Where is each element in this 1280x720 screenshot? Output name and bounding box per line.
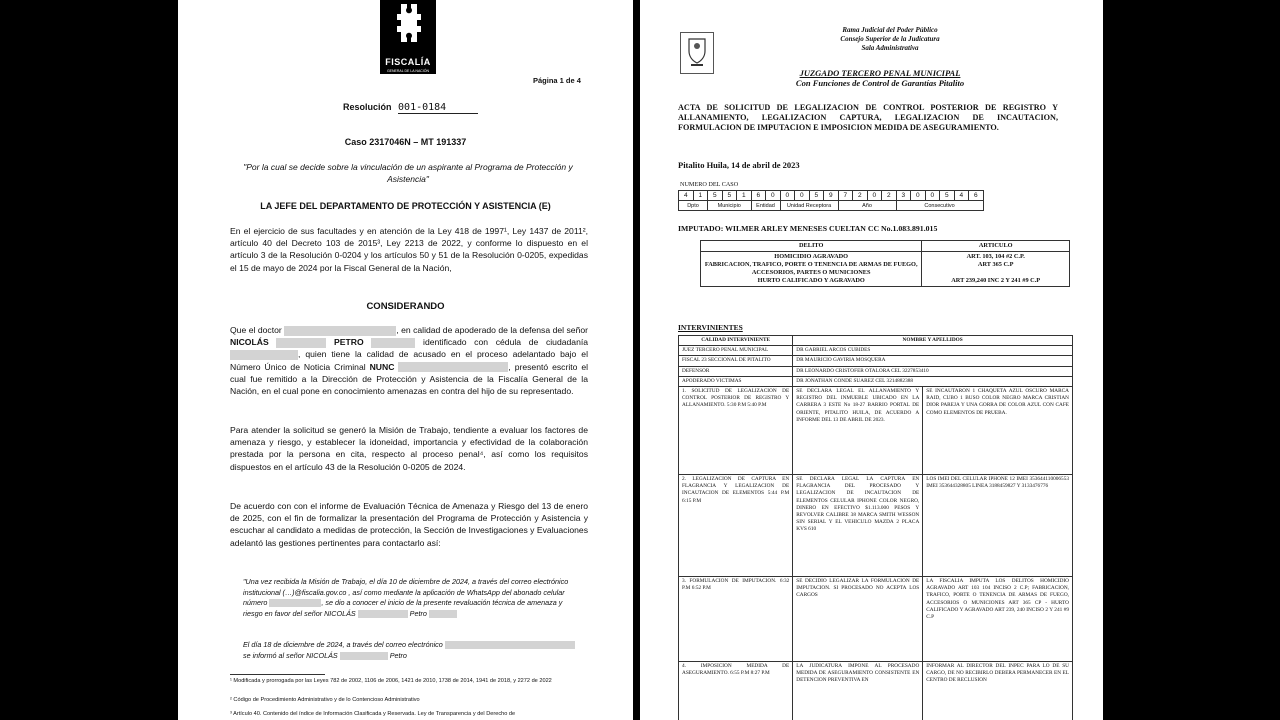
resolution-purpose: "Por la cual se decide sobre la vinculación de un aspirante al Programa de Protección y Asistencia" (243, 162, 573, 184)
interviniente-role: DEFENSOR (679, 366, 793, 376)
court-title (700, 68, 1060, 88)
fiscalia-logo (380, 0, 436, 74)
quote1-text-b: , se dio a conocer el inicio de la presente revaluación técnica de amenaza y riesgo en favor del señor NICOLÁS (243, 598, 563, 618)
interviniente-name: DR GABRIEL ARCOS CUBIDES (793, 346, 1073, 356)
actuacion-decision: SE DECLARA LEGAL LA CAPTURA EN FLAGRANCIA DEL PROCESADO Y LEGALIZACION DE INCAUTACION DE ELEMENTOS CELULAR IPHONE COLOR NEGRO, DINERO EN EFECTIVO $1.113.000 PESOS Y REVOLVER CALIBRE 38 MARCA SMITH WESSON SIN SERIAL Y EL VEHICULO MAZDA 2 PLACA KVS 610 (793, 475, 923, 577)
table-row (679, 475, 1073, 577)
paragraph-request (230, 324, 588, 397)
quote-contact-1 (243, 577, 578, 619)
p1-text-e: , presentó escrito el cual fue remitido a la Dirección de Protección y Asistencia de la Fiscalía General de la Nación, en el cual pone en conocimiento amenazas en contra del hijo de su representado. (230, 361, 589, 397)
interviniente-name: DR MAURICIO GAVIRIA MOSQUERA (793, 356, 1073, 366)
actuacion-decision: SE DECIDIO LEGALIZAR LA FORMULACION DE IMPUTACION. SI PROCESADO NO ACEPTA LOS CARGOS (793, 577, 923, 662)
redaction (445, 641, 575, 649)
delito-item: HOMICIDIO AGRAVADO (774, 253, 849, 260)
court-name: JUZGADO TERCERO PENAL MUNICIPAL (799, 68, 961, 78)
p1-nunc: NUNC (369, 361, 395, 372)
redaction (429, 610, 457, 618)
case-digit: 0 (780, 191, 795, 201)
actuacion-notes: SE INCAUTARON 1 CHAQUETA AZUL OSCURO MARCA RAID, CUBO 1 BUSO COLOR NEGRO MARCA CRISTIAN DIOR PAREJA Y UNA GORRA DE COLOR AZUL CON CAFE COMO ELEMENTOS DE PRUEBA. (923, 387, 1073, 475)
intro-paragraph: En el ejercicio de sus facultades y en atención de la Ley 418 de 1997¹, Ley 1437 de 2011², artículo 40 del Decreto 103 de 2015³, Ley 2213 de 2022, y conforme lo dispuesto en el artículo 3 de la Resolución 0-0204 y los artículos 50 y 51 de la Resolución 0-0205, expedidas el 15 de mayo de 2024 por la Fiscal General de la Nación, (230, 226, 588, 273)
case-digit: 0 (925, 191, 940, 201)
actuacion-step: 3. FORMULACION DE IMPUTACION. 6:32 P.M 6:52 P.M (679, 577, 793, 662)
redaction (269, 599, 321, 607)
case-digit: 6 (751, 191, 766, 201)
case-digit: 5 (722, 191, 737, 201)
case-digit: 5 (940, 191, 955, 201)
footnote-3: ³ Artículo 40. Contenido del índice de Información Clasificada y Reservada. Ley de Transparencia y del Derecho de (230, 711, 516, 717)
considerando-heading: CONSIDERANDO (366, 301, 445, 312)
intervinientes-title: INTERVINIENTES (678, 323, 743, 332)
case-part: Unidad Receptora (780, 201, 838, 211)
logo-subtext: GENERAL DE LA NACIÓN (386, 69, 430, 73)
table-row (679, 662, 1073, 720)
court-subtitle: Con Funciones de Control de Garantías Pitalito (795, 78, 965, 88)
actuacion-decision: LA JUDICATURA IMPONE AL PROCESADO MEDIDA DE ASEGURAMIENTO CONSISTENTE EN DETENCION PREVENTIVA EN (793, 662, 923, 720)
footnote-1: ¹ Modificada y prorrogada por las Leyes 782 de 2002, 1106 de 2006, 1421 de 2010, 1738 de 2014, 1941 de 2018, y 2272 de 2022 (230, 678, 552, 684)
quote2-text-a: El día 18 de diciembre de 2024, a través del correo electrónico (243, 640, 443, 649)
actuacion-notes: LOS IMEI DEL CELULAR IPHONE 12 IMEI 353644110006553 IMEI 353644328805 LINEA 3188459827 Y 3133476776 (923, 475, 1073, 577)
redaction (398, 362, 508, 372)
redaction (230, 350, 298, 360)
case-digit: 3 (896, 191, 911, 201)
resolution-label: Resolución (343, 102, 392, 112)
table-row (679, 577, 1073, 662)
header-line: Rama Judicial del Poder Público (842, 26, 938, 34)
p1-text-d: , quien tiene la calidad de acusado en el proceso adelantado bajo el Número Único de Noticia Criminal (230, 349, 588, 372)
delito-header: DELITO (701, 241, 922, 252)
case-digit: 4 (679, 191, 694, 201)
interviniente-name: DR JONATHAN CONDE SUAREZ CEL 3214882388 (793, 376, 1073, 386)
case-digit: 4 (954, 191, 969, 201)
delito-item: HURTO CALIFICADO Y AGRAVADO (757, 277, 865, 284)
quote2-text-c: Petro (389, 650, 407, 660)
actuacion-step: 4. IMPOSICION MEDIDA DE ASEGURAMIENTO. 6:55 P.M 8:27 P.M (679, 662, 793, 720)
paragraph-evaluation: De acuerdo con con el informe de Evaluación Técnica de Amenaza y Riesgo del 13 de enero de 2025, con el fin de formalizar la presentación del Programa de Protección y Asistencia y escuchar al candidato a medidas de protección, la Sección de Investigaciones y Evaluaciones adelantó las gestiones pertinentes para contactarlo así: (230, 501, 588, 548)
delito-list (701, 252, 922, 287)
delito-item: FABRICACION, TRAFICO, PORTE O TENENCIA DE ARMAS DE FUEGO, ACCESORIOS, PARTES O MUNICIONES (704, 261, 918, 276)
case-parts-row (679, 201, 984, 211)
interviniente-role: APODERADO VICTIMAS (679, 376, 793, 386)
p1-name-first: NICOLÁS (230, 337, 269, 348)
quote2-text-b: se informó al señor NICOLÁS (243, 650, 338, 660)
interviniente-name: DR LEONARDO CRISTOFER OTALORA CEL 3227853410 (793, 366, 1073, 376)
header-line: Sala Administrativa (861, 44, 919, 52)
paragraph-mission: Para atender la solicitud se generó la Misión de Trabajo, tendiente a evaluar los factores de amenaza y riesgo, y establecer la idoneidad, importancia y efectividad de la colaboración prestada por la persona en cita, respecto al proceso penal⁴, así como los requisitos dispuestos en el artículo 43 de la Resolución 0-0205 de 2024. (230, 425, 588, 472)
redaction (358, 610, 408, 618)
acta-date: Pitalito Huila, 14 de abril de 2023 (678, 160, 800, 170)
case-part: Municipio (708, 201, 752, 211)
judiciary-header (790, 26, 990, 53)
intervinientes-table (678, 335, 1073, 720)
actuacion-notes: INFORMAR AL DIRECTOR DEL INPEC PARA LO DE SU CARGO, DE NO RECIBIRLO DEBERA PERMANECER EN EL CENTRO DE RECLUSION (923, 662, 1073, 720)
articulo-item: ART. 103, 104 #2 C.P. (966, 253, 1025, 260)
articulo-header: ARTICULO (922, 241, 1070, 252)
articulo-item: ART 365 C.P (977, 261, 1014, 268)
articulo-item: ART 239,240 INC 2 Y 241 #9 C.P (951, 277, 1041, 284)
calidad-header: CALIDAD INTERVINIENTE (679, 336, 793, 346)
case-digit: 1 (693, 191, 708, 201)
logo-text: FISCALÍA (385, 57, 431, 67)
case-digit: 2 (882, 191, 897, 201)
redaction (340, 652, 388, 660)
case-digits-row (679, 191, 984, 201)
redaction (284, 326, 396, 336)
case-digit: 0 (867, 191, 882, 201)
coat-of-arms-icon (685, 35, 709, 69)
fiscalia-resolution-page (178, 0, 633, 720)
quote-contact-2 (243, 640, 578, 661)
resolution-line (343, 102, 478, 114)
case-part: Año (838, 201, 896, 211)
puzzle-piece-icon (393, 2, 423, 44)
case-part: Entidad (751, 201, 780, 211)
case-digit: 0 (766, 191, 781, 201)
footnote-divider (230, 674, 325, 675)
table-row (679, 376, 1073, 386)
page-counter: Página 1 de 4 (533, 76, 581, 85)
nombre-header: NOMBRE Y APELLIDOS (793, 336, 1073, 346)
redaction (276, 338, 326, 348)
footnote-2: ² Código de Procedimiento Administrativo y de lo Contencioso Administrativo (230, 697, 420, 703)
issuer-heading: LA JEFE DEL DEPARTAMENTO DE PROTECCIÓN Y ASISTENCIA (E) (260, 201, 551, 211)
case-digit: 5 (708, 191, 723, 201)
case-digit: 2 (853, 191, 868, 201)
resolution-number: 001-0184 (398, 102, 478, 114)
table-row (679, 387, 1073, 475)
interviniente-role: FISCAL 23 SECCIONAL DE PITALITO (679, 356, 793, 366)
case-number-table (678, 190, 984, 211)
quote1-text-a: "Una vez recibida la Misión de Trabajo, el día 10 de diciembre de 2024, a través del correo electrónico institucional (…)@fiscalia.gov.co , así como mediante la aplicación de WhatsApp del abonado celular número (243, 577, 569, 607)
case-digit: 9 (824, 191, 839, 201)
header-line: Consejo Superior de la Judicatura (840, 35, 940, 43)
case-digit: 0 (911, 191, 926, 201)
actuacion-step: 2. LEGALIZACION DE CAPTURA EN FLAGRANCIA Y LEGALIZACION DE INCAUTACION DE ELEMENTOS 5:44 P.M 6:15 P.M (679, 475, 793, 577)
case-digit: 5 (809, 191, 824, 201)
table-row (679, 346, 1073, 356)
quote1-text-c: Petro (409, 608, 427, 618)
articulo-list (922, 252, 1070, 287)
case-digit: 7 (838, 191, 853, 201)
table-row (679, 366, 1073, 376)
case-part: Consecutivo (896, 201, 983, 211)
delitos-table (700, 240, 1070, 287)
case-line: Caso 2317046N – MT 191337 (344, 137, 467, 147)
case-digit: 6 (969, 191, 984, 201)
case-digit: 1 (737, 191, 752, 201)
actuacion-decision: SE DECLARA LEGAL EL ALLANAMIENTO Y REGISTRO DEL INMUEBLE UBICADO EN LA CARRERA 3 ESTE No 18-27 BARRIO PORTAL DE ORIENTE, PITALITO HUILA, DE ACUERDO A INFORME DEL 13 DE ABRIL DE 2023. (793, 387, 923, 475)
actuacion-step: 1. SOLICITUD DE LEGALIZACION DE CONTROL POSTERIOR DE REGISTRO Y ALLANAMIENTO. 5:30 P.M 5:40 P.M (679, 387, 793, 475)
p1-text-a: Que el doctor (230, 325, 282, 335)
p1-text-c: identificado con cédula de ciudadanía (423, 337, 589, 348)
case-number-label: NUMERO DEL CASO (680, 181, 739, 188)
court-acta-page (640, 0, 1103, 720)
redaction (371, 338, 415, 348)
actuacion-notes: LA FISCALIA IMPUTA LOS DELITOS HOMICIDIO AGRAVADO ART 103 104 INCISO 2 C.P; FABRICACION, TRAFICO, PORTE O TENENCIA DE ARMAS DE FUEGO, ACCESORIOS O MUNICIONES ART 365 CP - HURTO CALIFICADO Y AGRAVADO ART 239, 240 INCISO 2 Y 241 #9 C.P (923, 577, 1073, 662)
case-digit: 0 (795, 191, 810, 201)
p1-name-last: PETRO (334, 337, 364, 348)
acta-title: ACTA DE SOLICITUD DE LEGALIZACION DE CONTROL POSTERIOR DE REGISTRO Y ALLANAMIENTO, LEGALIZACION CAPTURA, LEGALIZACION DE INCAUTACION, FORMULACION DE IMPUTACION E IMPOSICION MEDIDA DE ASEGURAMIENTO. (678, 103, 1058, 132)
p1-text-b: , en calidad de apoderado de la defensa del señor (396, 325, 589, 335)
case-part: Dpto (679, 201, 708, 211)
interviniente-role: JUEZ TERCERO PENAL MUNICIPAL (679, 346, 793, 356)
table-row (679, 356, 1073, 366)
imputado-line: IMPUTADO: WILMER ARLEY MENESES CUELTAN CC No.1.083.891.015 (678, 224, 938, 233)
